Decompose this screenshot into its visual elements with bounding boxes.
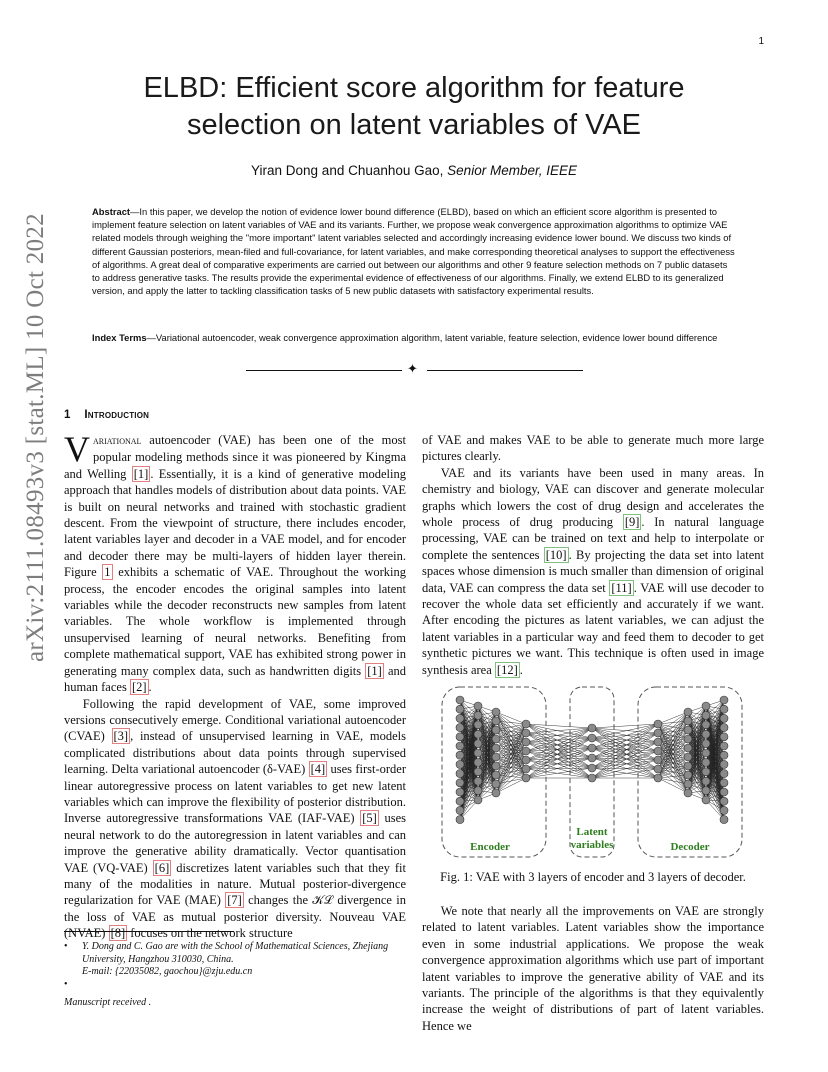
- network-node: [456, 788, 464, 796]
- abstract-text: —In this paper, we develop the notion of evidence lower bound difference (ELBD), based on which an efficient score algorithm is presented to implement feature selection on latent variables of VAE and its variants. Further, we propose weak convergence approximation algorithms to optimize VAE related models through weighing the "more important" latent variables selected and accordingly increasing evidence lower bound. We discuss two kinds of different Gaussian posteriors, mean-filed and full-covariance, for latent variables, and make corresponding theoretical analyses to support the effectiveness of algorithms. A great deal of comparative experiments are carried out between our algorithms and other 9 feature selection methods on 7 public datasets to address generative tasks. The results provide the experimental evidence of effectiveness of our algorithms. Finally, we extend ELBD to its generalized version, and apply the latter to tackling classification tasks of 5 new public datasets with satisfactory experimental results.: [92, 206, 735, 297]
- citation-link[interactable]: [4]: [310, 762, 326, 777]
- network-node: [474, 749, 482, 757]
- intro-paragraph-1: Variational autoencoder (VAE) has been one of the most popular modeling methods since it was pioneered by Kingma and Welling [1] . Essentially, it is a kind of generative modeling approach that handles models of distribution about data points. VAE is built on neural networks and trained with stochastic gradient descent. From the viewpoint of structure, there includes encoder, latent variables layer and decoder in a VAE model, and for encoder and decoder there may be multi-layers of hidden layer therein. Figure 1 exhibits a schematic of VAE. Throughout the working process, the encoder encodes the original samples into latent variables while the decoder reconstructs new samples from latent variables. The whole workflow is implemented through unsupervised learning of neural networks. Benefiting from complete mathematical support, VAE has exhibited strong power in generating many complex data, such as handwritten digits [1] and human faces [2] .: [64, 429, 406, 695]
- footnote: [64, 941, 406, 979]
- network-node: [456, 714, 464, 722]
- network-node: [654, 747, 662, 755]
- network-node: [456, 797, 464, 805]
- network-node: [522, 729, 530, 737]
- index-terms-text: —Variational autoencoder, weak convergence approximation algorithm, latent variable, feature selection, evidence lower bound difference: [146, 332, 718, 343]
- network-node: [654, 774, 662, 782]
- network-node: [474, 721, 482, 729]
- network-node: [684, 753, 692, 761]
- network-node: [684, 789, 692, 797]
- network-node: [720, 724, 728, 732]
- latent-label-line-2: variables: [570, 839, 614, 851]
- network-node: [474, 768, 482, 776]
- network-node: [720, 742, 728, 750]
- network-node: [702, 768, 710, 776]
- page-number: 1: [758, 36, 764, 47]
- network-node: [456, 742, 464, 750]
- paper-title: [90, 70, 738, 144]
- network-node: [522, 765, 530, 773]
- network-node: [588, 764, 596, 772]
- drop-cap: V: [64, 429, 90, 469]
- footnote-rule: [64, 931, 234, 932]
- network-node: [474, 787, 482, 795]
- network-node: [702, 711, 710, 719]
- network-node: [522, 720, 530, 728]
- network-node: [720, 779, 728, 787]
- citation-link[interactable]: [1]: [367, 663, 382, 678]
- network-node: [522, 747, 530, 755]
- network-node: [702, 796, 710, 804]
- network-node: [702, 730, 710, 738]
- citation-link[interactable]: [9]: [624, 515, 640, 530]
- arxiv-stamp-text: arXiv:2111.08493v3 [stat.ML] 10 Oct 2022: [22, 213, 49, 662]
- network-nodes: [456, 696, 728, 824]
- intro-paragraph-2: Following the rapid development of VAE, some improved versions consecutively emerge. Conditional variational autoencoder (CVAE) [3] , instead of unsupervised learning in VAE, models complicated distributions about data points through supervised learning. Delta variational autoencoder (δ-VAE) [4] uses first-order linear autoregressive process on latent variables to get new latent variables which can improve the flexibility of posterior distribution. Inverse autoregressive transformations VAE (IAF-VAE) [5] uses neural network to do the autoregression in latent variables and can improve the generative ability dramatically. Vector quantisation VAE (VQ-VAE) [6] discretizes latent variables such that they fit many of the modalities in nature. Mutual posterior-divergence regularization for VAE (MAE) [7] changes the 𝒦ℒ divergence in the loss of VAE as mutual posterior diversity. Nouveau VAE (NVAE) [8] focuses on the network structure: [64, 696, 407, 941]
- network-node: [720, 816, 728, 824]
- citation-link[interactable]: [12]: [496, 662, 518, 677]
- section-heading: [64, 409, 149, 421]
- network-node: [720, 806, 728, 814]
- separator-line-left: [246, 370, 402, 371]
- network-node: [684, 717, 692, 725]
- network-node: [684, 780, 692, 788]
- network-node: [720, 788, 728, 796]
- network-node: [456, 724, 464, 732]
- network-node: [702, 740, 710, 748]
- intro-paragraph-3: of VAE and makes VAE to be able to generate much more large pictures clearly.: [422, 433, 764, 464]
- network-node: [456, 733, 464, 741]
- network-node: [654, 765, 662, 773]
- network-node: [720, 705, 728, 713]
- citation-link[interactable]: [1]: [133, 466, 149, 481]
- network-node: [522, 738, 530, 746]
- latent-label-line-1: Latent: [576, 826, 608, 838]
- network-node: [720, 797, 728, 805]
- network-node: [474, 796, 482, 804]
- right-column-top: [422, 432, 764, 678]
- network-node: [456, 705, 464, 713]
- network-node: [474, 777, 482, 785]
- network-node: [720, 760, 728, 768]
- network-node: [588, 754, 596, 762]
- network-node: [474, 711, 482, 719]
- network-node: [684, 708, 692, 716]
- citation-link[interactable]: [6]: [154, 860, 170, 875]
- network-node: [702, 777, 710, 785]
- network-node: [684, 744, 692, 752]
- encoder-label: Encoder: [470, 841, 510, 853]
- network-node: [720, 751, 728, 759]
- network-node: [474, 758, 482, 766]
- separator-line-right: [427, 370, 583, 371]
- author-names: Yiran Dong and Chuanhou Gao,: [251, 163, 444, 178]
- network-node: [654, 720, 662, 728]
- citation-link[interactable]: [7]: [227, 893, 242, 908]
- network-node: [684, 735, 692, 743]
- network-node: [474, 702, 482, 710]
- network-node: [492, 780, 500, 788]
- figure-caption: Fig. 1: VAE with 3 layers of encoder and 3 layers of decoder.: [440, 870, 746, 884]
- network-node: [492, 789, 500, 797]
- network-node: [456, 806, 464, 814]
- author-role: Senior Member, IEEE: [447, 163, 577, 178]
- network-node: [492, 717, 500, 725]
- network-node: [492, 771, 500, 779]
- title-line-1: ELBD: Efficient score algorithm for feature: [143, 72, 685, 104]
- network-node: [702, 758, 710, 766]
- network-node: [702, 749, 710, 757]
- network-node: [588, 724, 596, 732]
- network-node: [456, 751, 464, 759]
- authors: [90, 163, 738, 178]
- network-node: [720, 714, 728, 722]
- index-terms: [92, 331, 735, 344]
- network-node: [456, 760, 464, 768]
- citation-link[interactable]: [8]: [110, 926, 126, 941]
- section-title: Introduction: [84, 409, 150, 421]
- network-node: [720, 696, 728, 704]
- intro-paragraph-4: VAE and its variants have been used in many areas. In chemistry and biology, VAE can discover and generate molecular graphs which lowers the cost of drug design and accelerates the whole process of drug producing [9] . In natural language processing, VAE can be trained on text and help to interpolate or complete the sentences [10] . By projecting the data set into latent spaces whose dimension is much smaller than dimension of original data, VAE can compress the data set [11] . VAE will use decoder to recover the whole data set efficiently and accurately if we want. After encoding the pictures as latent variables, we can adjust the latent variables in a particular way and feed them to decoder to get synthetic pictures we want. This technique is often used in image synthesis area [12] .: [422, 465, 765, 677]
- network-node: [492, 753, 500, 761]
- network-node: [702, 787, 710, 795]
- network-node: [492, 762, 500, 770]
- network-node: [588, 734, 596, 742]
- intro-paragraph-5: We note that nearly all the improvements on VAE are strongly related to latent variables. Latent variables show the importance even in some industrial applications. We propose the weak convergence approximation algorithms which use part of important latent variables to improve the generative ability of VAE and its variants. The principle of the algorithms is that they equivalently increase the weight of distributions of part of latent variables. Hence we: [422, 904, 764, 1033]
- citation-link[interactable]: [3]: [113, 729, 129, 744]
- figure-link[interactable]: 1: [104, 565, 111, 580]
- network-node: [492, 735, 500, 743]
- right-column-bottom: [422, 903, 764, 1034]
- network-node: [456, 816, 464, 824]
- network-node: [654, 738, 662, 746]
- footnote-bullet: •: [64, 941, 68, 952]
- footnote-email: E-mail: {22035082, gaochou}@zju.edu.cn: [82, 966, 253, 977]
- citation-link[interactable]: [5]: [362, 811, 377, 826]
- left-column: [64, 429, 407, 942]
- network-node: [456, 770, 464, 778]
- abstract-label: Abstract: [92, 206, 131, 217]
- abstract: [92, 205, 735, 297]
- network-node: [588, 774, 596, 782]
- citation-link[interactable]: [11]: [611, 580, 632, 595]
- network-node: [684, 771, 692, 779]
- network-node: [684, 762, 692, 770]
- network-node: [492, 744, 500, 752]
- title-line-2: selection on latent variables of VAE: [186, 109, 642, 141]
- network-node: [492, 708, 500, 716]
- network-node: [720, 733, 728, 741]
- network-node: [654, 756, 662, 764]
- footnote-bullet-2: •: [64, 979, 68, 990]
- manuscript-note: Manuscript received .: [64, 997, 152, 1008]
- footnote-affiliation: Y. Dong and C. Gao are with the School of Mathematical Sciences, Zhejiang University, Hangzhou 310030, China.: [82, 941, 389, 965]
- network-node: [702, 721, 710, 729]
- network-node: [474, 730, 482, 738]
- network-node: [456, 779, 464, 787]
- decoder-label: Decoder: [670, 841, 710, 853]
- network-node: [522, 756, 530, 764]
- vae-figure: [440, 684, 744, 860]
- network-node: [588, 744, 596, 752]
- index-terms-label: Index Terms: [92, 332, 147, 343]
- citation-link[interactable]: [10]: [545, 547, 567, 562]
- network-node: [492, 726, 500, 734]
- network-node: [456, 696, 464, 704]
- network-node: [654, 729, 662, 737]
- section-number: 1: [64, 409, 71, 421]
- separator-diamond-icon: ✦: [407, 362, 418, 377]
- network-node: [522, 774, 530, 782]
- network-node: [720, 770, 728, 778]
- citation-link[interactable]: [2]: [131, 680, 147, 695]
- network-node: [684, 726, 692, 734]
- network-node: [702, 702, 710, 710]
- network-node: [474, 740, 482, 748]
